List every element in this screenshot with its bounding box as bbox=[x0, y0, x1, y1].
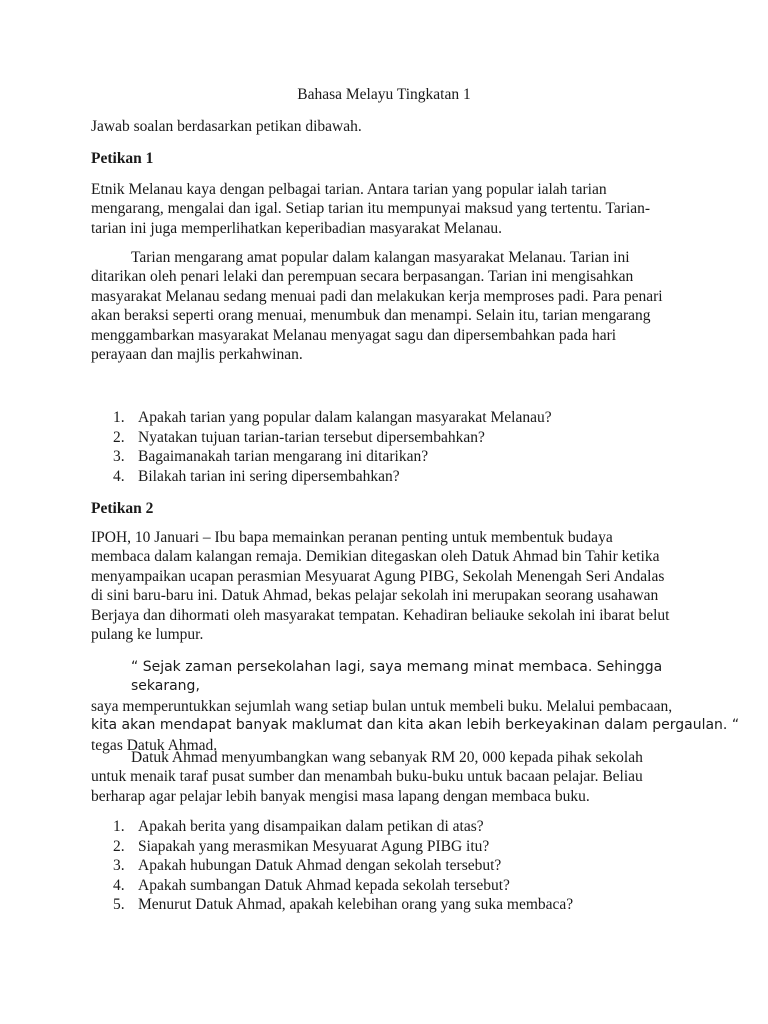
list-item bbox=[91, 428, 552, 448]
petikan2-paragraph-3 bbox=[91, 748, 673, 806]
list-item bbox=[91, 856, 573, 876]
question-number: 1. bbox=[113, 818, 125, 835]
paragraph-text: Etnik Melanau kaya dengan pelbagai tarian. Antara tarian yang popular ialah tarian mengarang, mengalai dan igal. Setiap tarian itu mempunyai maksud yang tertentu. Tarian-tarian ini juga memperlihatkan keperibadian masyarakat Melanau. bbox=[91, 181, 651, 237]
question-number: 2. bbox=[113, 428, 125, 446]
question-text: Apakah sumbangan Datuk Ahmad kepada sekolah tersebut? bbox=[138, 876, 510, 894]
quote-line: saya memperuntukkan sejumlah wang setiap bulan untuk membeli buku. Melalui pembacaan, bbox=[91, 697, 673, 715]
petikan2-question-list bbox=[91, 817, 573, 915]
instruction-text: Jawab soalan berdasarkan petikan dibawah. bbox=[91, 118, 362, 135]
question-number: 4. bbox=[113, 467, 125, 485]
petikan1-question-list bbox=[91, 408, 552, 486]
list-item bbox=[91, 467, 552, 487]
question-number: 4. bbox=[113, 876, 125, 894]
list-item bbox=[91, 447, 552, 467]
question-number: 3. bbox=[113, 448, 125, 465]
question-text: Apakah tarian yang popular dalam kalangan masyarakat Melanau? bbox=[138, 409, 552, 426]
question-number: 2. bbox=[113, 837, 125, 855]
paragraph-text: IPOH, 10 Januari – Ibu bapa memainkan peranan penting untuk membentuk budaya membaca dalam kalangan remaja. Demikian ditegaskan oleh Datuk Ahmad bin Tahir ketika menyampaikan ucapan perasmian Mesyuarat Agung PIBG, Sekolah Menengah Seri Andalas di sini baru-baru ini. Datuk Ahmad, bekas pelajar sekolah ini merupakan seorang usahawan Berjaya dan dihormati oleh masyarakat tempatan. Kehadiran beliauke sekolah ini ibarat belut pulang ke lumpur. bbox=[91, 529, 670, 644]
page-title: Bahasa Melayu Tingkatan 1 bbox=[297, 86, 471, 103]
petikan2-heading: Petikan 2 bbox=[91, 500, 154, 517]
question-text: Nyatakan tujuan tarian-tarian tersebut dipersembahkan? bbox=[138, 428, 485, 446]
question-text: Apakah hubungan Datuk Ahmad dengan sekolah tersebut? bbox=[138, 857, 502, 874]
list-item bbox=[91, 895, 573, 915]
question-number: 3. bbox=[113, 857, 125, 874]
quote-line: “ Sejak zaman persekolahan lagi, saya memang minat membaca. Sehingga sekarang, bbox=[131, 659, 663, 695]
paragraph-text: Datuk Ahmad menyumbangkan wang sebanyak RM 20, 000 kepada pihak sekolah untuk menaik taraf pusat sumber dan menambah buku-buku untuk bacaan pelajar. Beliau berharap agar pelajar lebih banyak mengisi masa lapang dengan membaca buku. bbox=[91, 749, 643, 805]
petikan2-paragraph-1 bbox=[91, 528, 673, 644]
petikan1-paragraph-2 bbox=[91, 248, 673, 364]
list-item bbox=[91, 876, 573, 896]
petikan1-paragraph-1 bbox=[91, 180, 673, 238]
list-item bbox=[91, 408, 552, 428]
petikan1-heading: Petikan 1 bbox=[91, 150, 154, 167]
question-number: 1. bbox=[113, 409, 125, 426]
question-text: Menurut Datuk Ahmad, apakah kelebihan orang yang suka membaca? bbox=[138, 896, 574, 913]
petikan2-quote bbox=[91, 658, 740, 755]
question-number: 5. bbox=[113, 896, 125, 913]
question-text: Siapakah yang merasmikan Mesyuarat Agung PIBG itu? bbox=[138, 837, 490, 855]
list-item bbox=[91, 817, 573, 837]
paragraph-text: Tarian mengarang amat popular dalam kalangan masyarakat Melanau. Tarian ini ditarikan oleh penari lelaki dan perempuan secara berpasangan. Tarian ini mengisahkan masyarakat Melanau sedang menuai padi dan melakukan kerja memproses padi. Para penari akan beraksi seperti orang menuai, menumbuk dan menampi. Selain itu, tarian mengarang menggambarkan masyarakat Melanau menyagat sagu dan dipersembahkan pada hari perayaan dan majlis perkahwinan. bbox=[91, 249, 663, 364]
question-text: Apakah berita yang disampaikan dalam petikan di atas? bbox=[138, 818, 484, 835]
list-item bbox=[91, 837, 573, 857]
question-text: Bilakah tarian ini sering dipersembahkan? bbox=[138, 467, 400, 485]
quote-line: kita akan mendapat banyak maklumat dan kita akan lebih berkeyakinan dalam pergaulan. “ bbox=[91, 717, 740, 734]
question-text: Bagaimanakah tarian mengarang ini ditarikan? bbox=[138, 448, 429, 465]
quote-line: tegas Datuk Ahmad. bbox=[91, 736, 218, 754]
